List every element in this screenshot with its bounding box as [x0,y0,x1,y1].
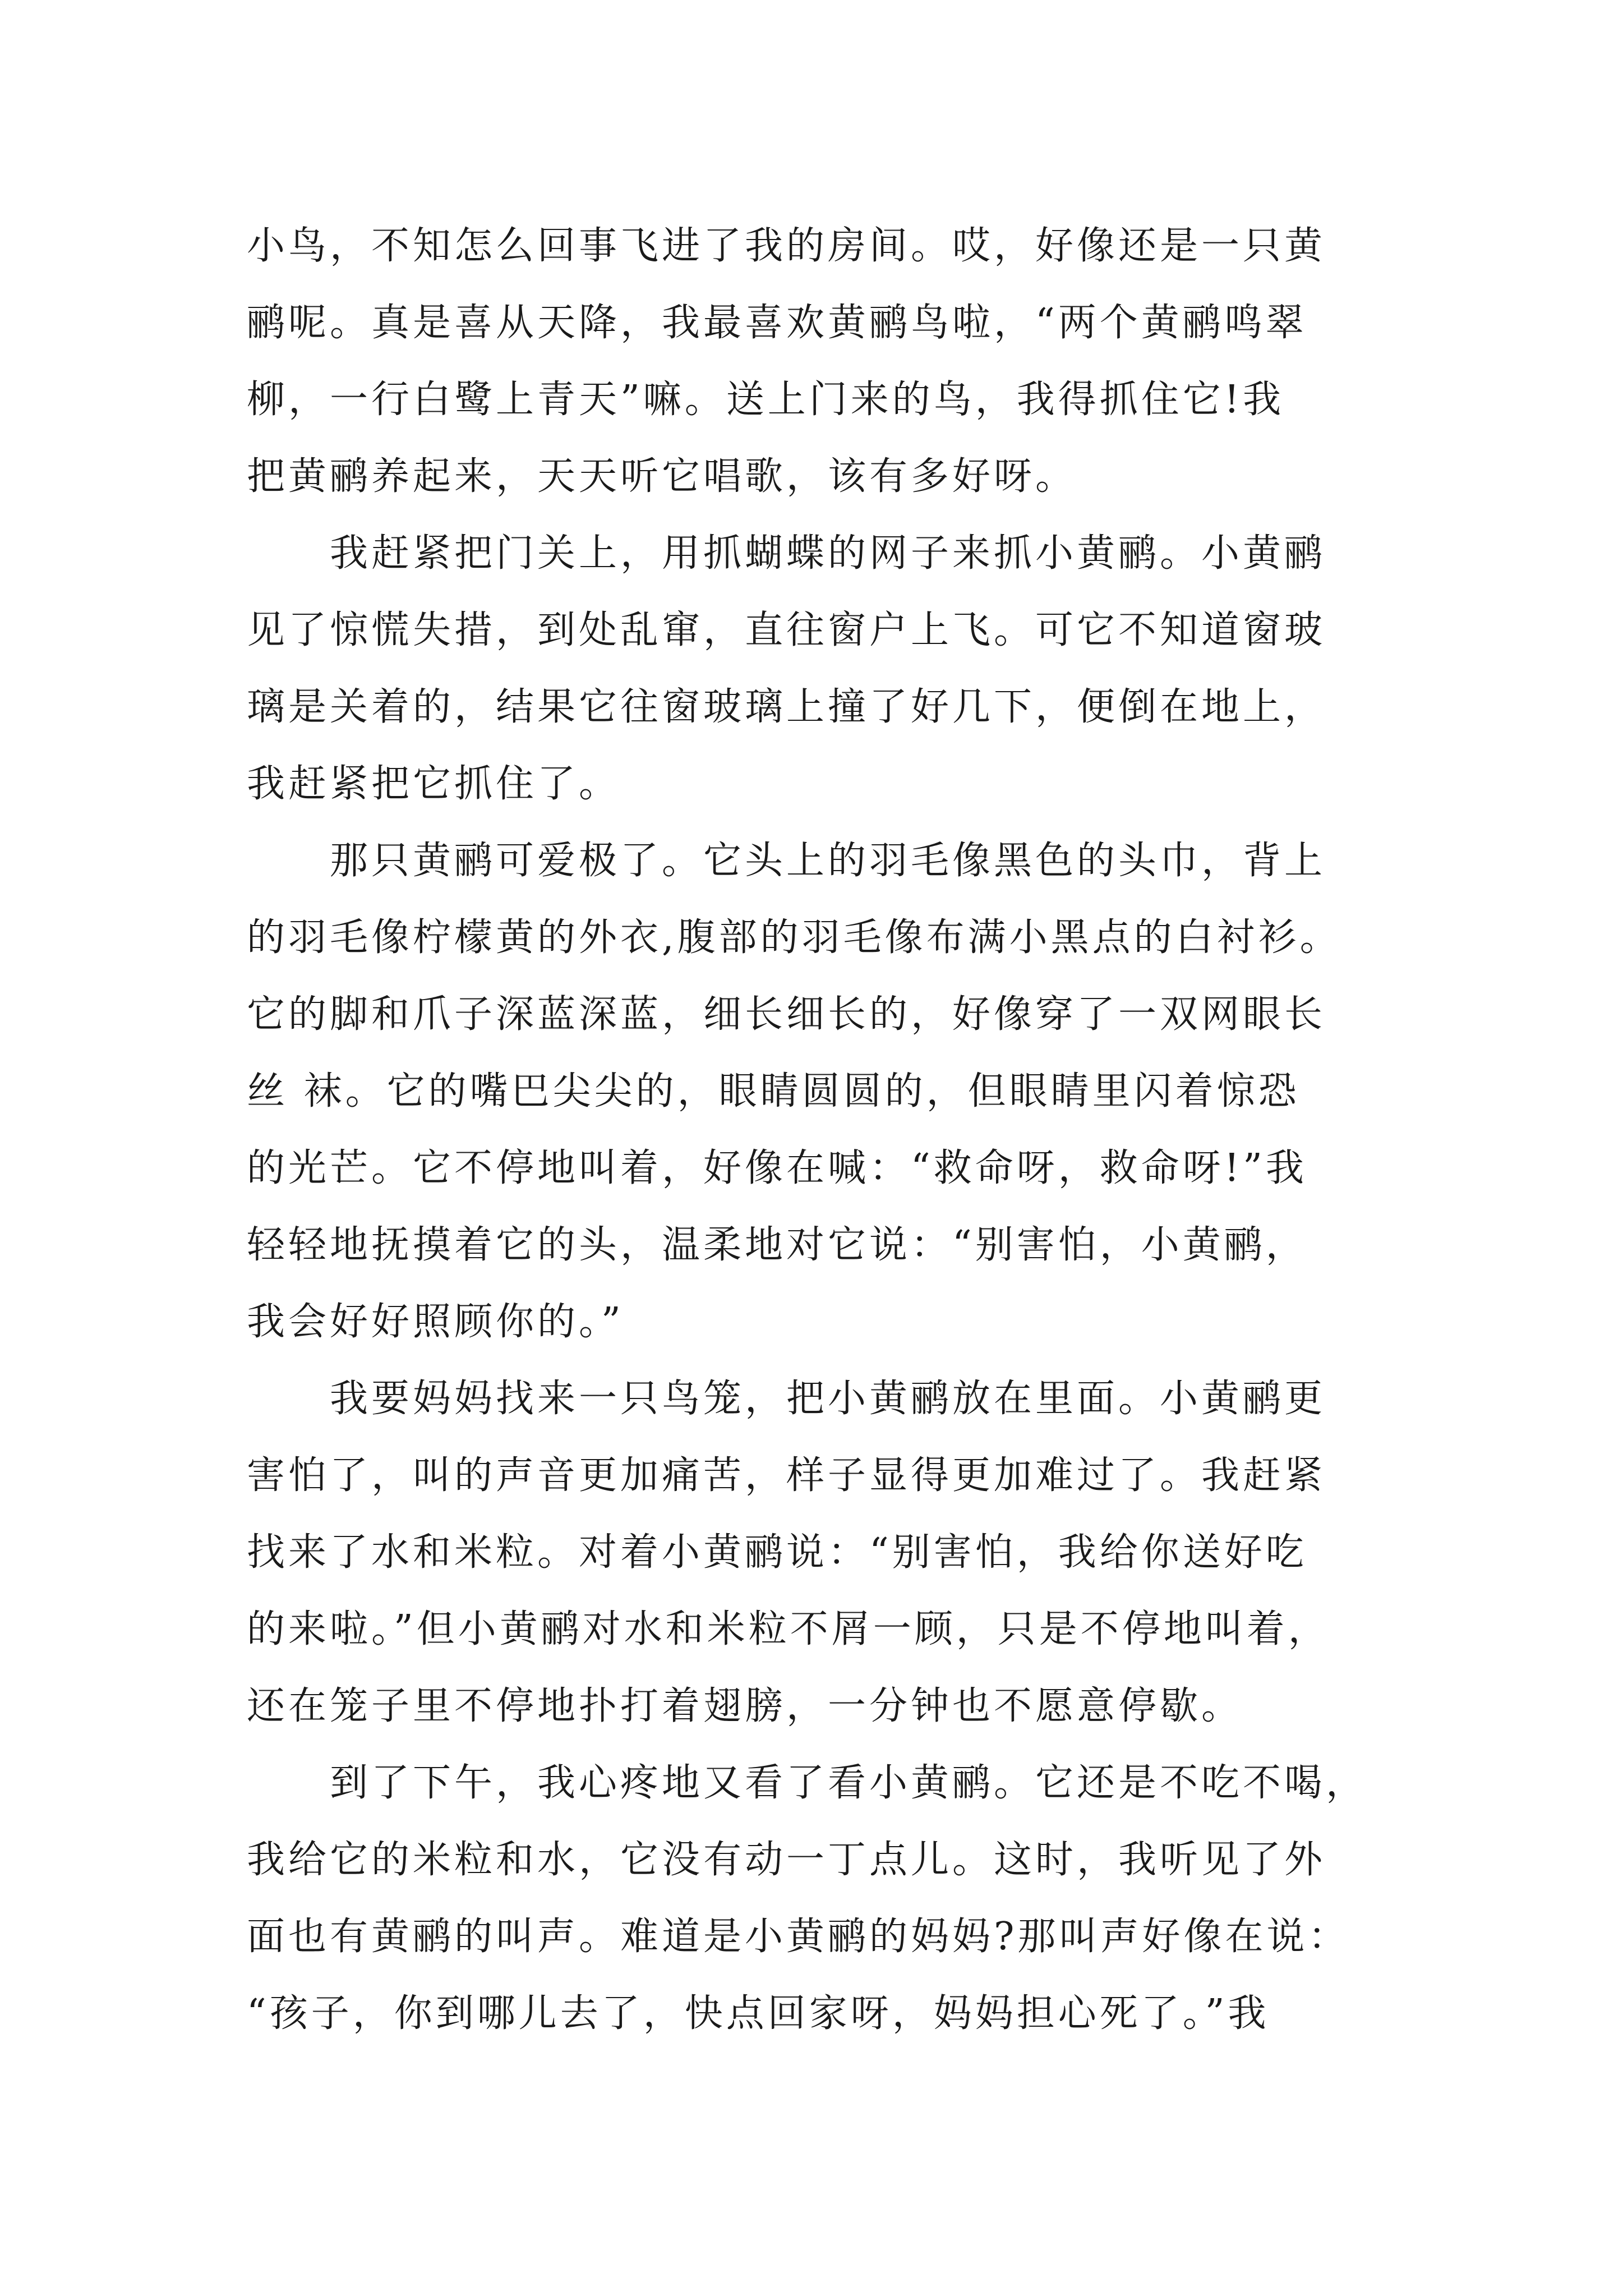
text-line: 害怕了，叫的声音更加痛苦，样子显得更加难过了。我赶紧 [247,1453,1326,1498]
text-line: 面也有黄鹂的叫声。难道是小黄鹂的妈妈?那叫声好像在说： [247,1915,1350,1959]
paragraph-start-line: 我要妈妈找来一只鸟笼，把小黄鹂放在里面。小黄鹂更 [330,1377,1326,1421]
text-line: 璃是关着的，结果它往窗玻璃上撞了好几下，便倒在地上， [247,685,1326,729]
text-line: 还在笼子里不停地扑打着翅膀，一分钟也不愿意停歇。 [247,1684,1243,1728]
text-line: 我给它的米粒和水，它没有动一丁点儿。这时，我听见了外 [247,1838,1326,1882]
text-line: 的光芒。它不停地叫着，好像在喊：“救命呀，救命呀!”我 [247,1146,1307,1190]
text-line: 的来啦。”但小黄鹂对水和米粒不屑一顾，只是不停地叫着， [247,1607,1330,1651]
text-line: 小鸟，不知怎么回事飞进了我的房间。哎，好像还是一只黄 [247,224,1326,268]
text-line: 轻轻地抚摸着它的头，温柔地对它说：“别害怕，小黄鹂， [247,1223,1307,1267]
text-line: 它的脚和爪子深蓝深蓝，细长细长的，好像穿了一双网眼长 [247,992,1326,1037]
text-line: 我会好好照顾你的。” [247,1300,624,1344]
text-line: 把黄鹂养起来，天天听它唱歌，该有多好呀。 [247,454,1077,499]
text-line: 我赶紧把它抓住了。 [247,762,621,806]
text-line: 的羽毛像柠檬黄的外衣,腹部的羽毛像布满小黑点的白衬衫。 [247,915,1341,960]
body-text [247,208,1447,2052]
text-line: 鹂呢。真是喜从天降，我最喜欢黄鹂鸟啦，“两个黄鹂鸣翠 [247,301,1307,345]
paragraph-start-line: 到了下午，我心疼地又看了看小黄鹂。它还是不吃不喝， [330,1761,1368,1805]
text-line: 丝 袜。它的嘴巴尖尖的，眼睛圆圆的，但眼睛里闪着惊恐 [247,1069,1300,1114]
text-line: 见了惊慌失措，到处乱窜，直往窗户上飞。可它不知道窗玻 [247,608,1326,652]
text-line: 找来了水和米粒。对着小黄鹂说：“别害怕，我给你送好吃 [247,1530,1307,1575]
paragraph-start-line: 那只黄鹂可爱极了。它头上的羽毛像黑色的头巾，背上 [330,839,1326,883]
text-line: 柳，一行白鹭上青天”嘛。送上门来的鸟，我得抓住它!我 [247,378,1285,422]
text-line: “孩子，你到哪儿去了，快点回家呀，妈妈担心死了。”我 [247,1991,1270,2036]
paragraph-start-line: 我赶紧把门关上，用抓蝴蝶的网子来抓小黄鹂。小黄鹂 [330,531,1326,576]
